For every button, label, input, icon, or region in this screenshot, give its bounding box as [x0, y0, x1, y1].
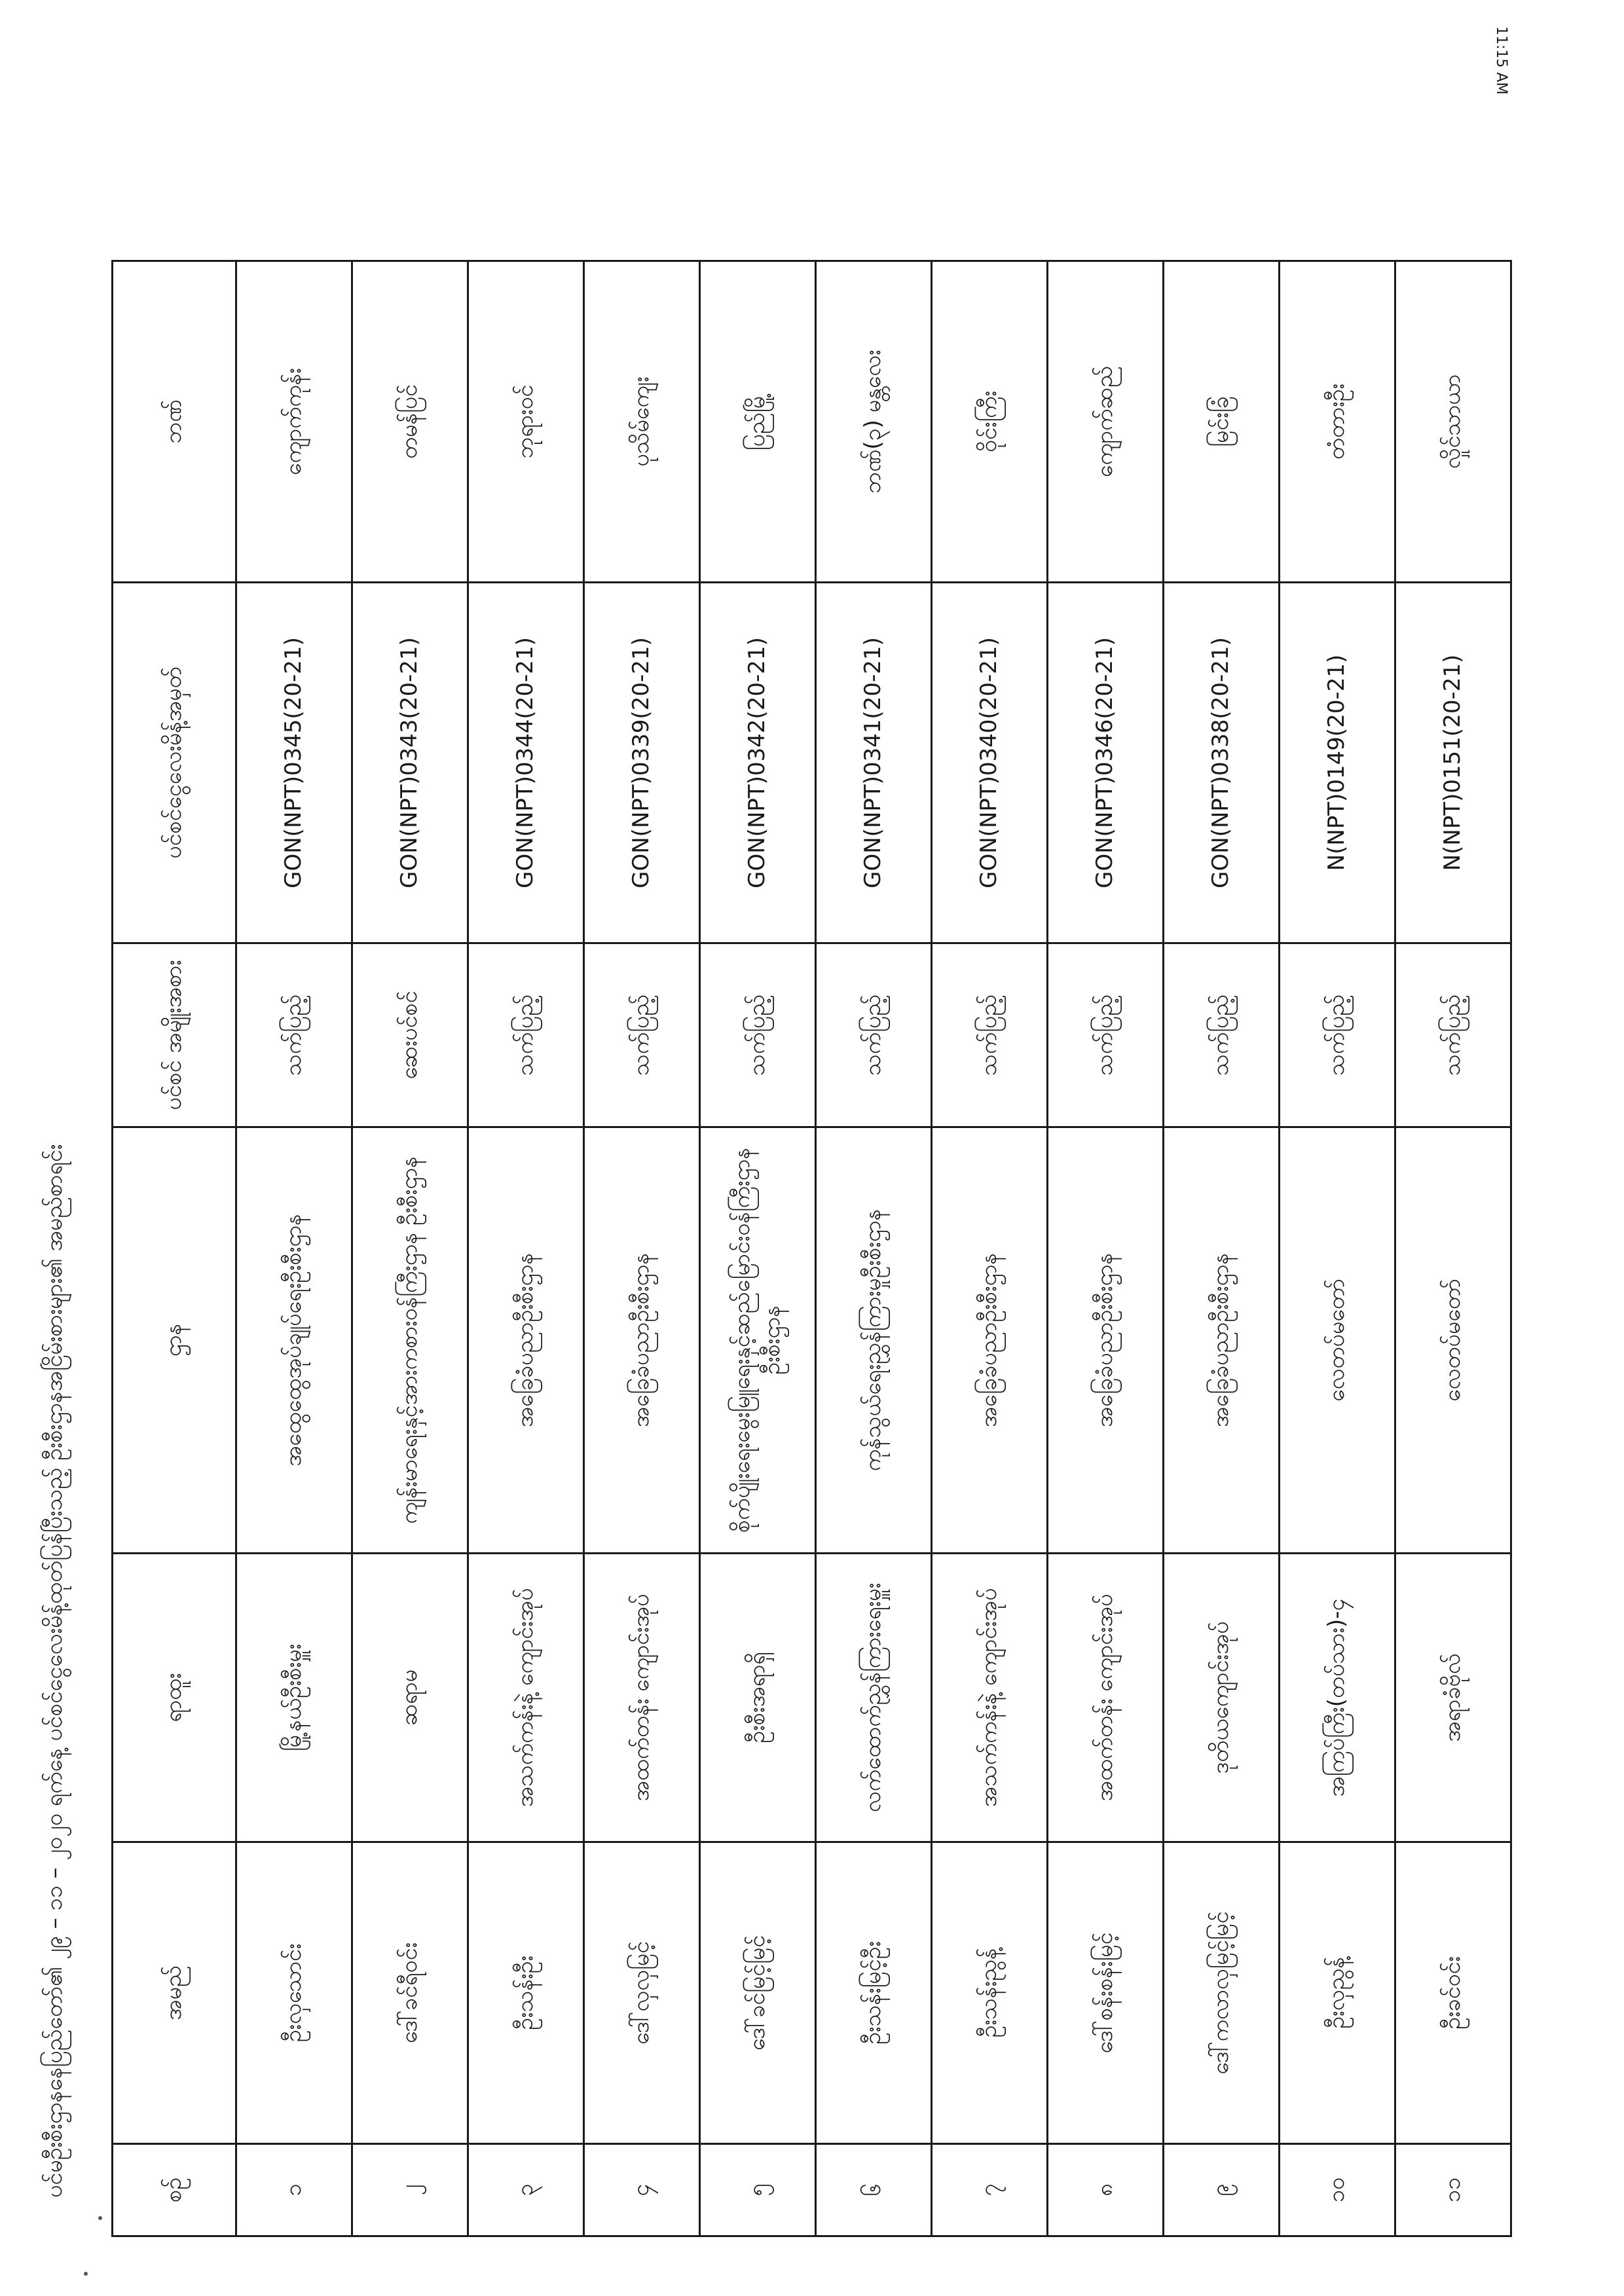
row-name: ဒေါ်ခင်ရီဝင်း	[352, 1842, 468, 2144]
table-row	[932, 261, 1048, 2236]
pension-table	[111, 260, 1512, 2237]
row-rank: အကြပ်ကြီး(တပ်သား)-၄	[1280, 1554, 1395, 1842]
row-bank: လှိုင်သာယာ	[1395, 261, 1511, 583]
row-pension-order: GON(NPT)0344(20-21)	[468, 583, 584, 943]
row-pension-order: GON(NPT)0345(20-21)	[236, 583, 352, 943]
row-bank: ဝိုင်းကြီး	[932, 261, 1048, 583]
row-name: ဒေါ်စန်းစန်းမြင့်	[1048, 1842, 1164, 2144]
col-header-bank: ဘဏ်	[113, 261, 236, 583]
row-pension-order: GON(NPT)0346(20-21)	[1048, 583, 1164, 943]
row-department: ကုန်သွယ်ရေးညွှန်ကြားမှုဦးစီးဌာန	[816, 1127, 932, 1554]
row-pension-type: သက်ပြည့်	[1164, 943, 1280, 1127]
row-department: အခြေခံပညာဦးစီးဌာန	[1048, 1127, 1164, 1554]
row-pension-order: GON(NPT)0340(20-21)	[932, 583, 1048, 943]
row-department: လေတပ်မတော်	[1395, 1127, 1511, 1554]
row-pension-type: သက်ပြည့်	[1280, 943, 1395, 1127]
row-bank: ကျောက်ဆည်	[1048, 261, 1164, 583]
table-row	[1164, 261, 1280, 2236]
row-no: ၆	[816, 2144, 932, 2236]
row-bank: ကျောက်ကုန်း	[236, 261, 352, 583]
row-bank: တံတားဦး	[1280, 261, 1395, 583]
row-department: အခြေခံပညာဦးစီးဌာန	[932, 1127, 1048, 1554]
document-title: ပင်မဦးစီးဌာနနေပြည်တော်၏ ၂၉ – ၁၁ – ၂၀၂၀ ရက်နေ့ ပင်စင်ငွေလေးမိန့်ထုတ်ပြန်ပြီးသည့် ဦးစီးဌာနအငြိမ်းစားများ၏ အမည်စာရင်း	[41, 1144, 67, 2198]
row-bank: ဘုရားဝင်	[468, 261, 584, 583]
row-bank: ဘဏ်(၃) မန္တလေး	[816, 261, 932, 583]
row-pension-type: သက်ပြည့်	[468, 943, 584, 1127]
row-pension-order: N(NPT)0149(20-21)	[1280, 583, 1395, 943]
col-header-no: စဉ်	[113, 2144, 236, 2236]
row-bank: မြင်းခြံ	[1164, 261, 1280, 583]
row-pension-order: GON(NPT)0342(20-21)	[700, 583, 816, 943]
row-pension-type: သက်ပြည့်	[1395, 943, 1511, 1127]
row-no: ၃	[468, 2144, 584, 2236]
table-row	[584, 261, 700, 2236]
row-rank: အထက်တန်း ကျောင်းအုပ်	[584, 1554, 700, 1842]
row-department: ကျန်းမာရေးနှင့်အားကစားဝန်ကြီးဌာန ဦးစီးဌာန	[352, 1127, 468, 1554]
row-department: အထွေထွေအုပ်ချုပ်ရေးဦးစီးဌာန	[236, 1127, 352, 1554]
row-department: အခြေခံပညာဦးစီးဌာန	[1164, 1127, 1280, 1554]
row-pension-order: GON(NPT)0341(20-21)	[816, 583, 932, 943]
table-row	[468, 261, 584, 2236]
row-no: ၁၁	[1395, 2144, 1511, 2236]
row-name: ဦးသန်းညွန့်	[932, 1842, 1048, 2144]
row-rank: အရာခံဗိုလ်	[1395, 1554, 1511, 1842]
row-rank: မြို့နယ်ဦးစီးမှူး	[236, 1554, 352, 1842]
row-rank: လက်ထောက်ညွှန်ကြားရေးမှူး	[816, 1554, 932, 1842]
row-department: အခြေခံပညာဦးစီးဌာန	[468, 1127, 584, 1554]
row-name: ဒေါ်လှလှမြင့်	[584, 1842, 700, 2144]
row-no: ၂	[352, 2144, 468, 2236]
table-row	[1395, 261, 1511, 2236]
row-no: ၉	[1164, 2144, 1280, 2236]
row-name: ဦးသန်းမြင့်ဦး	[816, 1842, 932, 2144]
row-rank: ဦးစီးအရာရှိ	[700, 1554, 816, 1842]
table-row	[352, 261, 468, 2236]
row-pension-type: သက်ပြည့်	[700, 943, 816, 1127]
row-pension-type: သက်ပြည့်	[1048, 943, 1164, 1127]
col-header-pension-order: ပင်စင်ငွေလေးမိန့်အမှတ်	[113, 583, 236, 943]
col-header-pension-type: ပင်စင် အမျိုးအစား	[113, 943, 236, 1127]
row-pension-order: N(NPT)0151(20-21)	[1395, 583, 1511, 943]
row-no: ၁	[236, 2144, 352, 2236]
row-name: ဦးသန်းဦး	[468, 1842, 584, 2144]
row-pension-type: သက်ပြည့်	[816, 943, 932, 1127]
row-no: ၇	[932, 2144, 1048, 2236]
row-pension-type: သက်ပြည့်	[584, 943, 700, 1127]
row-rank: အထက်တန်း ကျောင်းအုပ်	[1048, 1554, 1164, 1842]
row-pension-order: GON(NPT)0338(20-21)	[1164, 583, 1280, 943]
col-header-name: အမည်	[113, 1842, 236, 2144]
row-name: ဦးလှသောင်း	[236, 1842, 352, 2144]
row-no: ၅	[700, 2144, 816, 2236]
row-rank: ဆရာမ	[352, 1554, 468, 1842]
row-bank: တမန်ပြင်	[352, 261, 468, 583]
row-name: ဦးခင်ဝင်း	[1395, 1842, 1511, 2144]
table-row	[816, 261, 932, 2236]
col-header-rank: ရာထူး	[113, 1554, 236, 1842]
row-pension-order: GON(NPT)0339(20-21)	[584, 583, 700, 943]
row-rank: အသက်ကန်းနဲ့ ကျောင်းအုပ်	[932, 1554, 1048, 1842]
row-name: ဒေါ်ခင်မြင့်မြင့်	[700, 1842, 816, 2144]
row-no: ၈	[1048, 2144, 1164, 2236]
table-row	[236, 261, 352, 2236]
row-pension-order: GON(NPT)0343(20-21)	[352, 583, 468, 943]
row-name: ဦးလှညွန့်	[1280, 1842, 1395, 2144]
table-row	[700, 261, 816, 2236]
row-no: ၁၀	[1280, 2144, 1395, 2236]
table-row	[1280, 261, 1395, 2236]
row-name: ဒေါ်ကလာလှမြင့်မြင့်	[1164, 1842, 1280, 2144]
row-bank: ပြည်မြို့	[700, 261, 816, 583]
row-department: လေတပ်မတော်	[1280, 1127, 1395, 1554]
row-department: အခြေခံပညာဦးစီးဌာန	[584, 1127, 700, 1554]
row-bank: ပုသိမ်ကျေး	[584, 261, 700, 583]
row-no: ၄	[584, 2144, 700, 2236]
row-department: စိုက်ပျိုးရေးမွေးမြူရေးနှင့်ဆည်မြောင်းဝန်ကြီးဌာန ဦးစီးဌာန	[700, 1127, 816, 1554]
table-row	[1048, 261, 1164, 2236]
row-pension-type: ဆေးပင်စင်	[352, 943, 468, 1127]
row-rank: အသက်ကန်းနဲ့ ကျောင်းအုပ်	[468, 1554, 584, 1842]
row-rank: ဒုတိယကျောင်းအုပ်	[1164, 1554, 1280, 1842]
row-pension-type: သက်ပြည့်	[236, 943, 352, 1127]
timestamp: 11:15 AM	[1493, 26, 1509, 95]
row-pension-type: သက်ပြည့်	[932, 943, 1048, 1127]
table-header-row	[113, 261, 236, 2236]
col-header-department: ဌာန	[113, 1127, 236, 1554]
